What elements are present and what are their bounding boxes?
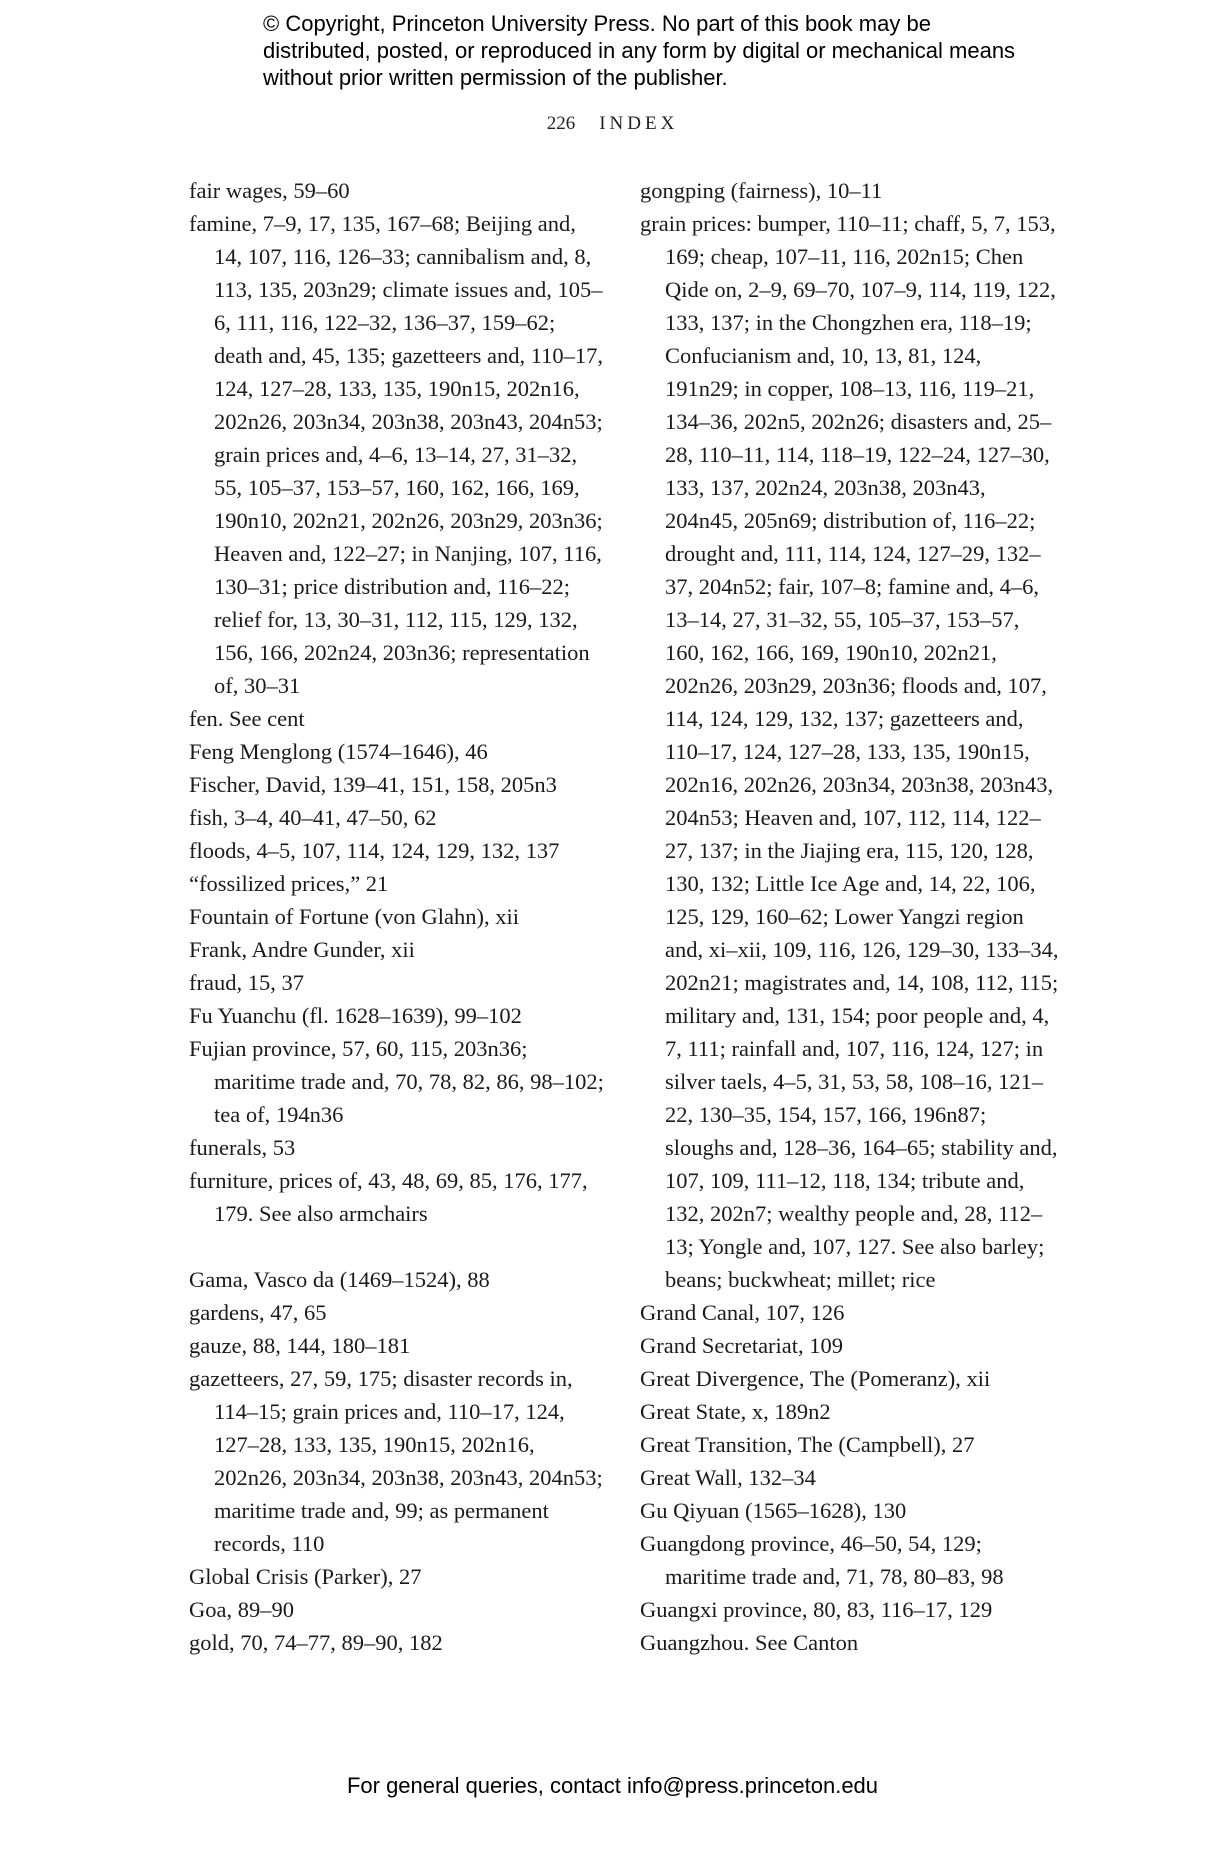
index-entry: gongping (fairness), 10–11	[640, 178, 883, 203]
index-entry: Fischer, David, 139–41, 151, 158, 205n3	[189, 772, 557, 797]
index-entry: Grand Canal, 107, 126	[640, 1300, 845, 1325]
page-number: 226	[546, 113, 576, 134]
index-entry: fraud, 15, 37	[189, 970, 304, 995]
index-column-left	[189, 174, 609, 1659]
letter-group-gap	[189, 1230, 609, 1263]
index-entry: gazetteers, 27, 59, 175; disaster records in, 114–15; grain prices and, 110–17, 124, 127–28, 133, 135, 190n15, 202n16, 202n26, 203n34, 203n38, 203n43, 204n53; maritime trade and, 99; as permanent records, 110	[189, 1366, 603, 1556]
index-entry: Fujian province, 57, 60, 115, 203n36; maritime trade and, 70, 78, 82, 86, 98–102; tea of, 194n36	[189, 1036, 604, 1127]
index-entry: Great Wall, 132–34	[640, 1465, 816, 1490]
index-entry: fen. See cent	[189, 706, 305, 731]
index-entry: Great Transition, The (Campbell), 27	[640, 1432, 975, 1457]
index-entry: gardens, 47, 65	[189, 1300, 327, 1325]
index-entry: furniture, prices of, 43, 48, 69, 85, 176, 177, 179. See also armchairs	[189, 1168, 588, 1226]
index-entry: Grand Secretariat, 109	[640, 1333, 844, 1358]
index-entry: gold, 70, 74–77, 89–90, 182	[189, 1630, 443, 1655]
index-entry: Goa, 89–90	[189, 1597, 294, 1622]
index-entry: Feng Menglong (1574–1646), 46	[189, 739, 488, 764]
index-entry: gauze, 88, 144, 180–181	[189, 1333, 411, 1358]
index-entry: grain prices: bumper, 110–11; chaff, 5, 7, 153, 169; cheap, 107–11, 116, 202n15; Chen Qide on, 2–9, 69–70, 107–9, 114, 119, 122, 133, 137; in the Chongzhen era, 118–19; Confucianism and, 10, 13, 81, 124, 191n29; in copper, 108–13, 116, 119–21, 134–36, 202n5, 202n26; disasters and, 25–28, 110–11, 114, 118–19, 122–24, 127–30, 133, 137, 202n24, 203n38, 203n43, 204n45, 205n69; distribution of, 116–22; drought and, 111, 114, 124, 127–29, 132–37, 204n52; fair, 107–8; famine and, 4–6, 13–14, 27, 31–32, 55, 105–37, 153–57, 160, 162, 166, 169, 190n10, 202n21, 202n26, 203n29, 203n36; floods and, 107, 114, 124, 129, 132, 137; gazetteers and, 110–17, 124, 127–28, 133, 135, 190n15, 202n16, 202n26, 203n34, 203n38, 203n43, 204n53; Heaven and, 107, 112, 114, 122–27, 137; in the Jiajing era, 115, 120, 128, 130, 132; Little Ice Age and, 14, 22, 106, 125, 129, 160–62; Lower Yangzi region and, xi–xii, 109, 116, 126, 129–30, 133–34, 202n21; magistrates and, 14, 108, 112, 115; military and, 131, 154; poor people and, 4, 7, 111; rainfall and, 107, 116, 124, 127; in silver taels, 4–5, 31, 53, 58, 108–16, 121–22, 130–35, 154, 157, 166, 196n87; sloughs and, 128–36, 164–65; stability and, 107, 109, 111–12, 118, 134; tribute and, 132, 202n7; wealthy people and, 28, 112–13; Yongle and, 107, 127. See also barley; beans; buckwheat; millet; rice	[640, 211, 1059, 1292]
index-entry: “fossilized prices,” 21	[189, 871, 389, 896]
section-title: INDEX	[599, 113, 679, 134]
running-head	[0, 113, 1225, 135]
index-entry: Fu Yuanchu (fl. 1628–1639), 99–102	[189, 1003, 522, 1028]
index-entry: floods, 4–5, 107, 114, 124, 129, 132, 137	[189, 838, 560, 863]
footer-contact: For general queries, contact info@press.princeton.edu	[346, 1773, 879, 1798]
index-entry: Guangzhou. See Canton	[640, 1630, 859, 1655]
index-entry: Frank, Andre Gunder, xii	[189, 937, 415, 962]
index-entry: fair wages, 59–60	[189, 178, 350, 203]
index-entry: fish, 3–4, 40–41, 47–50, 62	[189, 805, 437, 830]
index-entry: Guangxi province, 80, 83, 116–17, 129	[640, 1597, 993, 1622]
index-entry: Great State, x, 189n2	[640, 1399, 831, 1424]
index-entry: Guangdong province, 46–50, 54, 129; maritime trade and, 71, 78, 80–83, 98	[640, 1531, 1004, 1589]
index-entry: Global Crisis (Parker), 27	[189, 1564, 422, 1589]
index-entry: Great Divergence, The (Pomeranz), xii	[640, 1366, 991, 1391]
index-entry: funerals, 53	[189, 1135, 296, 1160]
index-entry: Fountain of Fortune (von Glahn), xii	[189, 904, 519, 929]
index-entry: Gama, Vasco da (1469–1524), 88	[189, 1267, 490, 1292]
index-entry: Gu Qiyuan (1565–1628), 130	[640, 1498, 907, 1523]
index-column-right	[640, 174, 1060, 1659]
index-entry: famine, 7–9, 17, 135, 167–68; Beijing and, 14, 107, 116, 126–33; cannibalism and, 8, 113, 135, 203n29; climate issues and, 105–6, 111, 116, 122–32, 136–37, 159–62; death and, 45, 135; gazetteers and, 110–17, 124, 127–28, 133, 135, 190n15, 202n16, 202n26, 203n34, 203n38, 203n43, 204n53; grain prices and, 4–6, 13–14, 27, 31–32, 55, 105–37, 153–57, 160, 162, 166, 169, 190n10, 202n21, 202n26, 203n29, 203n36; Heaven and, 122–27; in Nanjing, 107, 116, 130–31; price distribution and, 116–22; relief for, 13, 30–31, 112, 115, 129, 132, 156, 166, 202n24, 203n36; representation of, 30–31	[189, 211, 604, 698]
copyright-notice: © Copyright, Princeton University Press. No part of this book may be distributed, posted, or reproduced in any form by digital or mechanical means without prior written permission of the publisher.	[263, 11, 1016, 90]
